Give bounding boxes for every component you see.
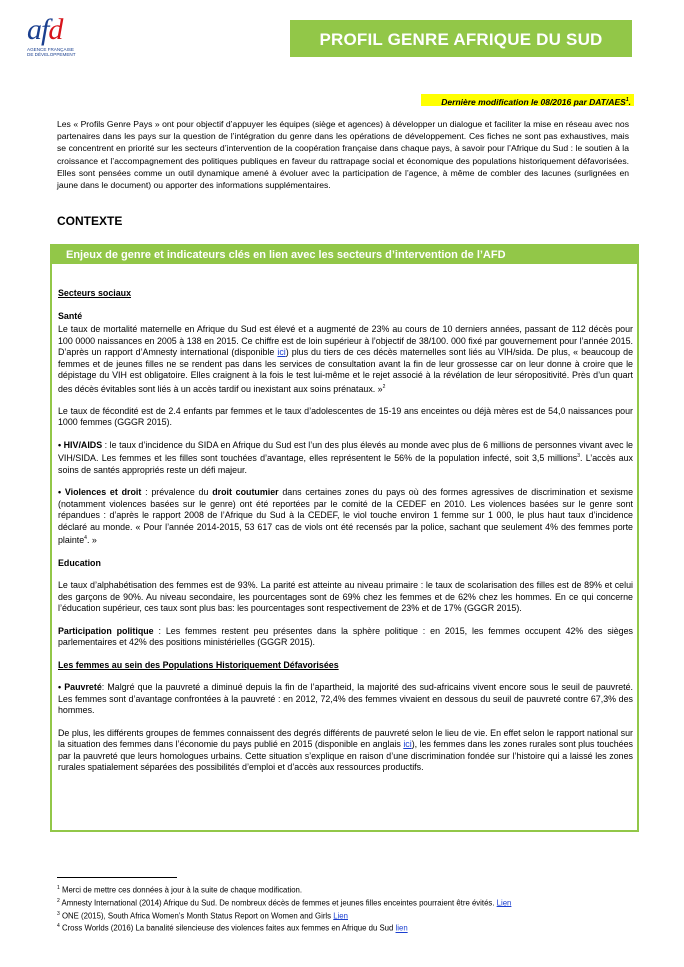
afd-logo-tagline: AGENCE FRANÇAISE DE DÉVELOPPEMENT [27, 47, 76, 58]
paragraph-sante-fecondite: Le taux de fécondité est de 2.4 enfants par femmes et le taux d’adolescentes de 15-19 ans enceintes ou déjà mères est de 54,0 naissances pour 1000 femmes (GGGR 2015). [58, 405, 633, 428]
paragraph-education: Le taux d’alphabétisation des femmes est de 93%. La parité est atteinte au niveau primaire : le taux de scolarisation des filles est de 89% et celui des garçons de 90%. Au niveau secondaire, les pourcentages sont de 69% chez les femmes et de 62% chez les hommes. En ce qui concerne l’éducation supérieur, ces taux sont plus bas: les pourcentages sont respectivement de 23% et de 17% (GGGR 2015). [58, 580, 633, 614]
footnote-separator [57, 877, 177, 878]
paragraph-hiv: • HIV/AIDS : le taux d’incidence du SIDA en Afrique du Sud est l’un des plus élevés au monde avec plus de 6 millions de personnes vivant avec le VIH/SIDA. Les femmes et les filles sont touchées d’avantage, elles représentent le 56% de la population infecté, soit 3,5 millions$^3$. L’accès aux soins de santés appropriés reste un défi majeur. [58, 439, 633, 475]
box-header [52, 246, 637, 264]
section-heading-contexte: CONTEXTE [57, 214, 123, 228]
key-indicators-box [50, 244, 639, 832]
footnotes [57, 883, 637, 934]
footnote-4: $^4$ Cross Worlds (2016) La banalité silencieuse des violences faites aux femmes en Afrique du Sud lien [57, 923, 408, 933]
paragraph-violences: • Violences et droit : prévalence du droit coutumier dans certaines zones du pays où des formes agressives de discrimination et sexisme (notamment violences basées sur le genre) ont été reportées par le comité de la CEDEF en 2010. Les violences basées sur le genre sont répandues : d’après le rapport 2008 de l’Afrique du Sud à la CEDEF, le viol touche environ 1 femme sur 1 000, le plus haut taux d’incidence déclaré au monde. « Pour l’année 2014-2015, 53 617 cas de viols ont été recensés par la police, sachant que seulement 4% des femmes porte plainte$^4$. » [58, 487, 634, 546]
paragraph-sante-mortalite: Le taux de mortalité maternelle en Afrique du Sud est élevé et a augmenté de 23% au cours de 10 derniers années, passant de 112 décès pour 100 0000 naissances en 2005 à 138 en 2015. Ce chiffre est de loin supérieur à l’objectif de 38/100. 000 fixé par gouvernement pour l’année 2015. D’après un rapport d’Amnesty international (disponible ici) plus du tiers de ces décès maternelles sont liés au VIH/sida. De plus, « beaucoup de femmes et de jeunes filles ne se rendent pas dans les services de consultation avant la fin de leur grossesse car on leur donne à croire que le dépistage du VIH est obligatoire. Elles craignent à la fois le test lui-même et le rejet associé à la révélation de leur séropositivité. Près d’un quart des décès évitables sont liés à un accès tardif ou inexistant aux soins prénataux. »$^2$ [58, 324, 634, 394]
ici-link-amnesty[interactable]: ici [277, 347, 286, 357]
heading-sante: Santé [58, 310, 83, 321]
last-modification-note: Dernière modification le 08/2016 par DAT/AES$^1$. [421, 94, 634, 106]
footnote-1: $^1$ Merci de mettre ces données à jour à la suite de chaque modification. [57, 885, 303, 895]
footnote-3: $^3$ ONE (2015), South Africa Women’s Month Status Report on Women and Girls Lien [57, 910, 348, 921]
paragraph-participation: Participation politique : Les femmes restent peu présentes dans la sphère politique : en 2015, les femmes occupent 42% des sièges parlementaires et 42% des positions ministérielles (GGGR 2015). [58, 625, 633, 648]
box-content [58, 288, 633, 785]
afd-logo [27, 14, 117, 70]
page-title: PROFIL GENRE AFRIQUE DU SUD [319, 30, 603, 49]
paragraph-plus: De plus, les différents groupes de femmes connaissent des degrés différents de pauvreté selon le lieu de vie. En effet selon le rapport national sur la situation des femmes dans l’économie du pays publié en 2015 (disponible en anglais ici), les femmes dans les zones rurales sont plus touchées par la pauvreté que leurs homologues urbains. Cette situation s’explique en raison d’une discrimination fondée sur l’histoire qui a laissé les zones rurales spatialement séparées des possibilités d’emploi et d’accès aux ressources productifs. [58, 727, 633, 773]
heading-secteurs-sociaux: Secteurs sociaux [58, 288, 132, 298]
heading-populations: Les femmes au sein des Populations Historiquement Défavorisées [58, 659, 339, 670]
box-title: Enjeux de genre et indicateurs clés en lien avec les secteurs d’intervention de l’AFD [66, 249, 506, 261]
footnote-3-link[interactable]: Lien [333, 911, 348, 921]
afd-logo-mark: afd [27, 13, 63, 46]
footnote-2: $^2$ Amnesty International (2014) Afrique du Sud. De nombreux décès de femmes et jeunes filles enceintes pourraient être évités. Lien [57, 897, 512, 908]
heading-education: Education [58, 557, 101, 568]
paragraph-pauvrete: • Pauvreté: Malgré que la pauvreté a diminué depuis la fin de l’apartheid, la majorité des sud-africains vivent encore sous le seuil de pauvreté. Les femmes sont d’avantage confrontées à la pauvreté : en 2012, 72,4% des femmes vivaient en dessous du seuil de pauvreté contre 67,3% des hommes. [58, 682, 633, 716]
footnote-2-link[interactable]: Lien [496, 898, 512, 908]
footnote-4-link[interactable]: lien [395, 923, 408, 933]
intro-paragraph: Les « Profils Genre Pays » ont pour objectif d’appuyer les équipes (siège et agences) à développer un dialogue et faciliter la mise en réseau avec nos partenaires dans les pays sur la question de l’intégration du genre dans les opérations de développement. Ces fiches ne sont pas exhaustives, mais se concentrent en priorité sur les secteurs d’intervention de la coopération française dans chaque pays, à savoir pour l’Afrique du Sud : le soutien à la croissance et l’accompagnement des politiques publiques en faveur du rattrapage social et économique des populations historiquement défavorisées. Elles sont pensées comme un outil dynamique amené à évoluer avec la participation de l’agence, à même de combler des lacunes (surlignées en jaune dans le document) ou apporter des informations supplémentaires. [57, 119, 629, 191]
ici-link-rapport[interactable]: ici [403, 739, 412, 750]
title-banner [290, 20, 632, 57]
